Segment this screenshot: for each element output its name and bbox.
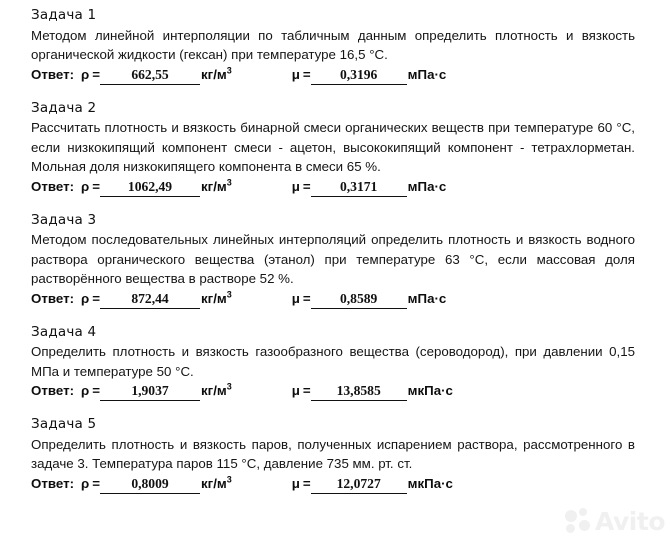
answer-line	[31, 381, 635, 401]
task-block	[31, 323, 635, 402]
viscosity-value-field[interactable]: 0,8589	[311, 291, 407, 309]
answer-label: Ответ:	[31, 178, 75, 194]
answer-line	[31, 177, 635, 197]
viscosity-equals-sign: =	[302, 290, 311, 306]
density-symbol: ρ	[81, 178, 90, 194]
viscosity-symbol: μ	[291, 66, 300, 82]
density-unit-exponent: 3	[226, 474, 232, 485]
viscosity-equals-sign: =	[302, 178, 311, 194]
document-page	[31, 6, 635, 494]
density-equals-sign: =	[92, 178, 101, 194]
avito-watermark-text: Avito	[595, 507, 665, 536]
viscosity-equals-sign: =	[302, 383, 311, 398]
density-unit-text: кг/м	[201, 290, 227, 306]
density-symbol: ρ	[81, 66, 90, 82]
density-symbol: ρ	[81, 475, 90, 491]
viscosity-unit: мкПа·с	[407, 475, 453, 491]
density-unit-text: кг/м	[201, 178, 227, 194]
density-unit-exponent: 3	[226, 381, 232, 392]
density-unit-exponent: 3	[226, 65, 232, 76]
answer-line	[31, 65, 635, 85]
task-title: Задача 1	[31, 7, 97, 23]
viscosity-symbol: μ	[291, 383, 300, 398]
density-unit	[201, 381, 232, 401]
viscosity-unit: мкПа·с	[407, 383, 453, 398]
viscosity-value-field[interactable]: 12,0727	[311, 476, 407, 494]
avito-watermark	[565, 508, 665, 535]
viscosity-unit: мПа·с	[407, 178, 447, 194]
task-title: Задача 3	[31, 211, 97, 228]
viscosity-symbol: μ	[291, 475, 300, 491]
density-unit	[201, 474, 232, 494]
density-value-field[interactable]: 0,8009	[100, 476, 200, 494]
task-body: Методом линейной интерполяции по табличным данным определить плотность и вязкость органической жидкости (гексан) при температуре 16,5 °С.	[31, 27, 635, 62]
viscosity-symbol: μ	[291, 290, 300, 306]
viscosity-symbol: μ	[291, 178, 300, 194]
task-title: Задача 2	[31, 99, 97, 116]
viscosity-unit: мПа·с	[407, 290, 447, 306]
task-body: Определить плотность и вязкость газообразного вещества (сероводород), при давлении 0,15 МПа и температуре 50 °С.	[31, 344, 635, 379]
viscosity-value-field[interactable]: 0,3196	[311, 67, 407, 85]
density-equals-sign: =	[92, 383, 101, 398]
density-equals-sign: =	[92, 475, 101, 491]
answer-label: Ответ:	[31, 290, 75, 306]
answer-label: Ответ:	[31, 475, 75, 491]
density-unit	[201, 177, 232, 197]
task-block	[31, 415, 635, 494]
viscosity-value-field[interactable]: 13,8585	[311, 383, 407, 401]
task-title: Задача 5	[31, 416, 97, 432]
density-unit-exponent: 3	[226, 289, 232, 300]
answer-line	[31, 289, 635, 309]
answer-line	[31, 474, 635, 494]
density-unit-exponent: 3	[226, 177, 232, 188]
density-unit-text: кг/м	[201, 383, 227, 398]
task-title: Задача 4	[31, 323, 97, 340]
task-block	[31, 6, 635, 85]
density-unit-text: кг/м	[201, 66, 227, 82]
density-unit-text: кг/м	[201, 475, 227, 491]
task-body: Определить плотность и вязкость паров, полученных испарением раствора, рассмотренного в задаче 3. Температура паров 115 °С, давление 735 мм. рт. ст.	[31, 436, 635, 471]
viscosity-value-field[interactable]: 0,3171	[311, 179, 407, 197]
density-symbol: ρ	[81, 383, 90, 398]
density-value-field[interactable]: 872,44	[100, 291, 200, 309]
density-unit	[201, 289, 232, 309]
answer-label: Ответ:	[31, 66, 75, 82]
answer-label: Ответ:	[31, 383, 75, 398]
task-block	[31, 211, 635, 309]
density-value-field[interactable]: 1,9037	[100, 383, 200, 401]
density-symbol: ρ	[81, 290, 90, 306]
density-value-field[interactable]: 1062,49	[100, 179, 200, 197]
viscosity-equals-sign: =	[302, 475, 311, 491]
density-unit	[201, 65, 232, 85]
task-body: Рассчитать плотность и вязкость бинарной смеси органических веществ при температуре 60 °С, если низкокипящий компонент смеси - ацетон, высококипящий компонент - тетрахлорметан. Мольная доля низкокипящего компонента в смеси 65 %.	[31, 120, 635, 174]
task-body: Методом последовательных линейных интерполяций определить плотность и вязкость водного раствора органического вещества (этанол) при температуре 63 °С, если массовая доля растворённого вещества в растворе 52 %.	[31, 232, 635, 286]
task-block	[31, 99, 635, 197]
density-value-field[interactable]: 662,55	[100, 67, 200, 85]
avito-dots-icon	[565, 508, 592, 535]
density-equals-sign: =	[92, 66, 101, 82]
density-equals-sign: =	[92, 290, 101, 306]
viscosity-unit: мПа·с	[407, 66, 447, 82]
viscosity-equals-sign: =	[302, 66, 311, 82]
